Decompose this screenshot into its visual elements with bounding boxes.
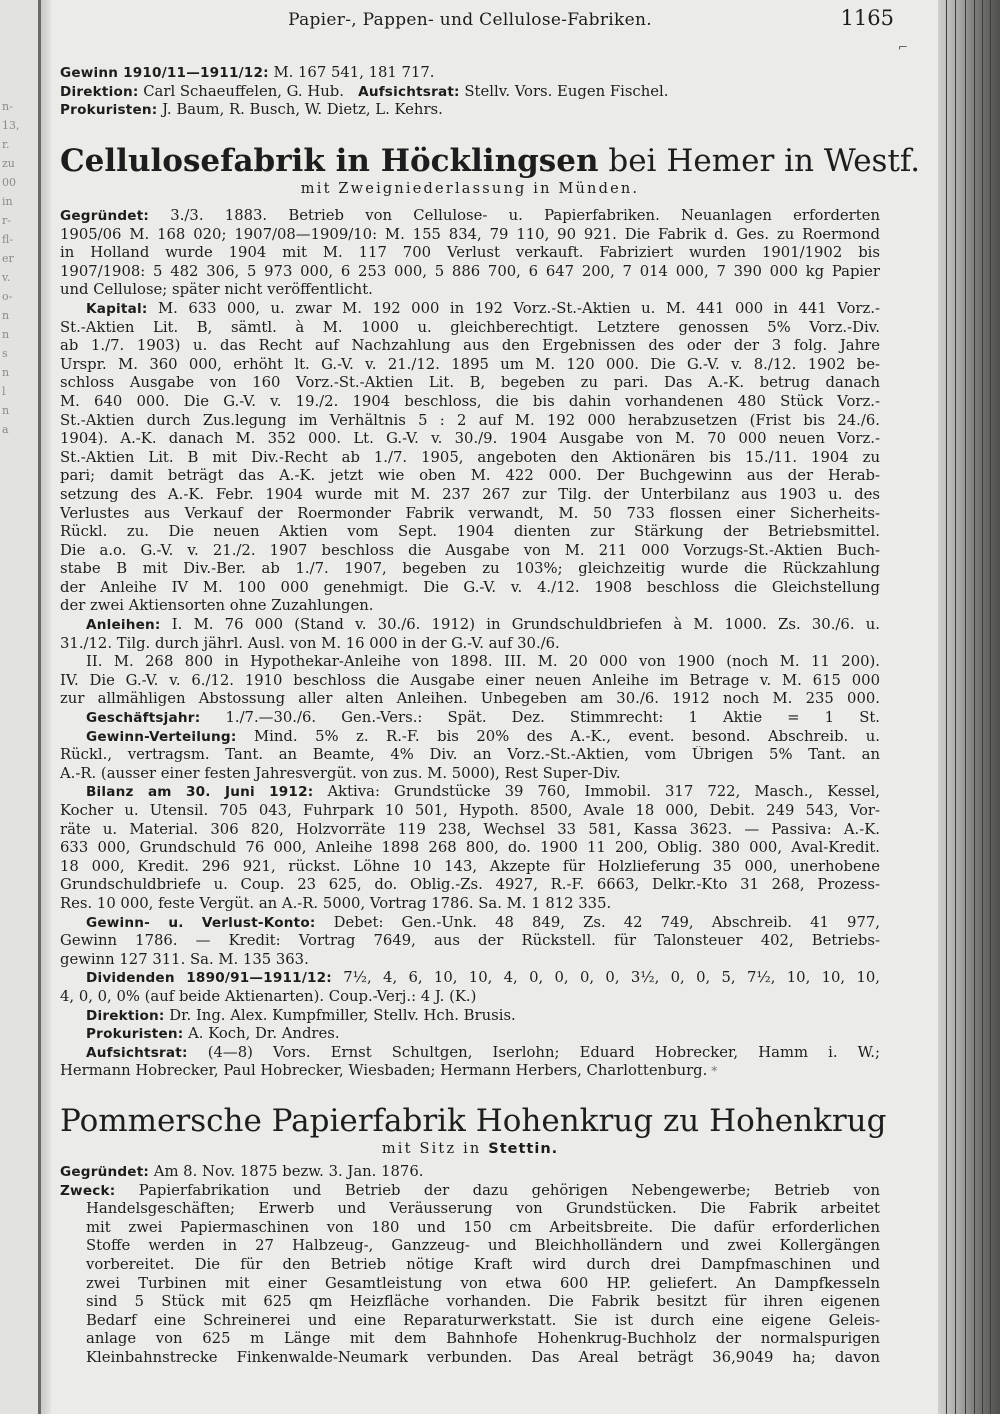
line-text: Papierfabrikation und Betrieb der dazu gehörigen Nebengewerbe; Betrieb von <box>115 1181 880 1199</box>
line-text: 633 000, Grundschuld 76 000, Anleihe 1898 268 800, do. 1900 11 200, Oblig. 380 000, Aval-Kredit. <box>60 839 880 857</box>
line-text: Rückl. zu. Die neuen Aktien vom Sept. 1904 dienten zur Stärkung der Betriebsmittel. <box>60 523 880 541</box>
line-text: Res. 10 000, feste Vergüt. an A.-R. 5000, Vortrag 1786. Sa. M. 1 812 335. <box>60 894 612 912</box>
text-line <box>60 597 880 616</box>
end-mark: * <box>707 1064 718 1079</box>
gewinn-line <box>60 64 880 83</box>
company-body <box>60 207 880 1081</box>
text-line <box>60 244 880 263</box>
line-text: Urspr. M. 360 000, erhöht lt. G.-V. v. 21./12. 1895 um M. 120 000. Die G.-V. v. 8./12. 1902 be- <box>60 355 880 373</box>
text-line <box>60 988 880 1007</box>
section-label: Aufsichtsrat: <box>86 1044 188 1061</box>
direktion-line <box>60 83 880 102</box>
line-text: ab 1./7. 1903) u. das Recht auf Nachzahlung aus den Ergebnissen des oder der 3 folg. Jahre <box>60 337 880 355</box>
line-text: A.-R. (ausser einer festen Jahresvergüt. von zus. M. 5000), Rest Super-Div. <box>60 764 621 782</box>
section-label: Gewinn- u. Verlust-Konto: <box>86 914 316 931</box>
line-text: 18 000, Kredit. 296 921, rückst. Löhne 10 143, Akzepte für Holzlieferung 35 000, unerhobene <box>60 857 880 875</box>
text-line <box>60 783 880 802</box>
line-text: Rückl., vertragsm. Tant. an Beamte, 4% Div. an Vorz.-St.-Aktien, vom Übrigen 5% Tant. an <box>60 746 880 764</box>
line-text: Kocher u. Utensil. 705 043, Fuhrpark 10 501, Hypoth. 8500, Avale 18 000, Debit. 249 543, Vor- <box>60 802 880 819</box>
text-line <box>60 1200 880 1219</box>
margin-fragment: 13, <box>2 119 20 132</box>
text-line <box>60 690 880 709</box>
text-line <box>60 505 880 524</box>
line-text: 7½, 4, 6, 10, 10, 4, 0, 0, 0, 0, 3½, 0, 0, 5, 7½, 10, 10, 10, <box>331 969 880 987</box>
text-line <box>60 486 880 505</box>
margin-fragment: a <box>2 423 9 436</box>
margin-fragment: n <box>2 309 10 322</box>
prokuristen-text: J. Baum, R. Busch, W. Dietz, L. Kehrs. <box>157 101 443 119</box>
text-line <box>60 207 880 226</box>
section-label: Kapital: <box>86 300 148 317</box>
text-line <box>60 226 880 245</box>
text-line <box>60 412 880 431</box>
text-line <box>60 300 880 319</box>
line-text: A. Koch, Dr. Andres. <box>183 1025 340 1043</box>
line-text: räte u. Material. 306 820, Holzvorräte 119 238, Wechsel 33 581, Kassa 3623. — Passiva: A.-K. <box>60 820 880 838</box>
text-line <box>60 523 880 542</box>
text-line <box>60 1349 880 1368</box>
running-head: Papier-, Pappen- und Cellulose-Fabriken. <box>288 10 652 30</box>
text-line <box>60 821 880 840</box>
line-text: vorbereitet. Die für den Betrieb nötige Kraft wird durch drei Dampfmaschinen und <box>86 1255 880 1273</box>
gewinn-label: Gewinn 1910/11—1911/12: <box>60 65 269 81</box>
line-text: (4—8) Vors. Ernst Schultgen, Iserlohn; Eduard Hobrecker, Hamm i. W.; <box>187 1043 880 1061</box>
line-text: stabe B mit Div.-Ber. ab 1./7. 1907, begeben zu 103%; gleichzeitig wurde die Rückzahlung <box>60 560 880 578</box>
section-label: Geschäftsjahr: <box>86 710 201 727</box>
text-line <box>60 635 880 654</box>
company-body <box>60 1163 880 1368</box>
company-title <box>60 142 921 180</box>
line-text: I. M. 76 000 (Stand v. 30./6. 1912) in Grundschuldbriefen à M. 1000. Zs. 30./6. u. <box>160 616 880 634</box>
section-label: Prokuristen: <box>86 1026 184 1043</box>
line-text: Mind. 5% z. R.-F. bis 20% des A.-K., event. besond. Abschreib. u. <box>236 727 880 745</box>
text-line <box>60 1182 880 1201</box>
direktion-text: Carl Schaeuffelen, G. Hub. <box>138 82 344 100</box>
line-text: 4, 0, 0, 0% (auf beide Aktienarten). Coup.-Verj.: 4 J. (K.) <box>60 987 477 1005</box>
line-text: und Cellulose; später nicht veröffentlicht. <box>60 281 373 299</box>
page-number: 1165 <box>840 6 894 30</box>
line-text: setzung des A.-K. Febr. 1904 wurde mit M. 237 267 zur Tilg. der Unterbilanz aus 1903 u. des <box>60 485 880 503</box>
line-text: Gewinn 1786. — Kredit: Vortrag 7649, aus der Rückstell. für Talonsteuer 402, Betriebs- <box>60 932 880 950</box>
text-line <box>60 914 880 933</box>
text-line <box>60 802 880 821</box>
line-text: pari; damit beträgt das A.-K. jetzt wie oben M. 422 000. Der Buchgewinn aus der Herab- <box>60 467 880 485</box>
page-stack-edge <box>938 0 1000 1414</box>
section-label: Bilanz am 30. Juni 1912: <box>86 784 314 801</box>
text-line <box>60 616 880 635</box>
text-line <box>60 672 880 691</box>
line-text: der zwei Aktiensorten ohne Zuzahlungen. <box>60 597 374 615</box>
section-label: Gegründet: <box>60 1164 150 1180</box>
line-text: anlage von 625 m Länge mit dem Bahnhofe Hohenkrug-Buchholz der normalspurigen <box>86 1330 880 1348</box>
margin-fragment: in <box>2 195 13 208</box>
text-line <box>60 1237 880 1256</box>
margin-fragment: n <box>2 328 10 341</box>
line-text: gewinn 127 311. Sa. M. 135 363. <box>60 950 309 968</box>
line-text: Kleinbahnstrecke Finkenwalde-Neumark verbunden. Das Areal beträgt 36,9049 ha; davon <box>86 1348 880 1366</box>
margin-fragment: 00 <box>2 176 16 189</box>
margin-fragment: l <box>2 385 6 398</box>
line-text: der Anleihe IV M. 100 000 genehmigt. Die G.-V. v. 4./12. 1908 beschloss die Gleichstellung <box>60 578 880 596</box>
line-text: 1905/06 M. 168 020; 1907/08—1909/10: M. 155 834, 79 110, 90 921. Die Fabrik d. Ges. zu Roermond <box>60 225 880 243</box>
line-text: St.-Aktien durch Zus.legung im Verhältnis 5 : 2 auf M. 192 000 herabzusetzen (Frist bis 24./6. <box>60 411 880 429</box>
line-text: II. M. 268 800 in Hypothekar-Anleihe von 1898. III. M. 20 000 von 1900 (noch M. 11 200). <box>86 653 880 671</box>
section-label: Gewinn-Verteilung: <box>86 728 237 745</box>
text-line <box>60 337 880 356</box>
line-text: Verlustes aus Verkauf der Roermonder Fabrik verwandt, M. 50 733 flossen einer Sicherheits- <box>60 504 880 522</box>
text-line <box>60 858 880 877</box>
text-line <box>60 653 880 672</box>
subtitle-prefix: mit Sitz in <box>381 1141 489 1157</box>
text-line <box>60 1293 880 1312</box>
text-line <box>60 728 880 747</box>
margin-fragment: r- <box>2 214 11 227</box>
text-line <box>60 430 880 449</box>
line-text: M. 633 000, u. zwar M. 192 000 in 192 Vorz.-St.-Aktien u. M. 441 000 in 441 Vorz.- <box>147 299 880 317</box>
company-subtitle <box>60 1140 880 1159</box>
company-title-rest: bei Hemer in Westf. <box>598 143 921 179</box>
text-line <box>60 951 880 970</box>
line-text: 1907/1908: 5 482 306, 5 973 000, 6 253 000, 5 886 700, 6 647 200, 7 014 000, 7 390 000 kg Papier <box>60 262 880 280</box>
aufsichtsrat-text: Stellv. Vors. Eugen Fischel. <box>459 82 669 100</box>
company-title <box>60 1102 887 1140</box>
text-line <box>60 542 880 561</box>
text-line <box>60 1312 880 1331</box>
text-line <box>60 1044 880 1063</box>
text-line <box>60 765 880 784</box>
line-text: Die a.o. G.-V. v. 21./2. 1907 beschloss die Ausgabe von M. 211 000 Vorzugs-St.-Aktien Buch- <box>60 541 880 559</box>
prokuristen-line <box>60 101 880 120</box>
line-text: St.-Aktien Lit. B, sämtl. à M. 1000 u. gleichberechtigt. Letztere genossen 5% Vorz.-Div. <box>60 318 880 336</box>
margin-fragment: n- <box>2 100 13 113</box>
line-text: 31./12. Tilg. durch jährl. Ausl. von M. 16 000 in der G.-V. auf 30./6. <box>60 634 560 652</box>
binding-gutter <box>41 0 51 1414</box>
text-line <box>60 356 880 375</box>
subtitle-city: Stettin. <box>488 1141 559 1157</box>
corner-mark-icon: ⌐ <box>897 40 908 54</box>
line-text: Am 8. Nov. 1875 bezw. 3. Jan. 1876. <box>149 1163 424 1180</box>
margin-fragment: n <box>2 404 10 417</box>
line-text: mit zwei Papiermaschinen von 180 und 150 cm Arbeitsbreite. Die dafür erforderlichen <box>86 1218 880 1236</box>
text-line <box>60 1256 880 1275</box>
prokuristen-label: Prokuristen: <box>60 102 158 119</box>
line-text: M. 640 000. Die G.-V. v. 19./2. 1904 beschloss, die bis dahin vorhandenen 480 Stück Vorz.- <box>60 392 880 410</box>
text-line <box>60 1007 880 1026</box>
text-line <box>60 969 880 988</box>
line-text: 1904). A.-K. danach M. 352 000. Lt. G.-V. v. 30./9. 1904 Ausgabe von M. 70 000 neuen Vorz.- <box>60 430 880 448</box>
company-entry-cellulosefabrik <box>60 142 921 1081</box>
line-text: schloss Ausgabe von 160 Vorz.-St.-Aktien Lit. B, begeben zu pari. Das A.-K. betrug danach <box>60 374 880 392</box>
text-line <box>60 932 880 951</box>
section-label: Gegründet: <box>60 208 150 224</box>
section-label: Dividenden 1890/91—1911/12: <box>86 970 332 987</box>
line-text: Hermann Hobrecker, Paul Hobrecker, Wiesbaden; Hermann Herbers, Charlottenburg. <box>60 1062 708 1080</box>
text-line <box>60 263 880 282</box>
text-line <box>60 1025 880 1044</box>
margin-fragment: fl- <box>2 233 14 246</box>
margin-fragment: er <box>2 252 14 265</box>
text-line <box>60 393 880 412</box>
line-text: Handelsgeschäften; Erwerb und Veräusserung von Grundstücken. Die Fabrik arbeitet <box>86 1200 880 1218</box>
section-label: Anleihen: <box>86 617 161 634</box>
line-text: Grundschuldbriefe u. Coup. 23 625, do. Oblig.-Zs. 4927, R.-F. 6663, Delkr.-Kto 31 268, Prozess- <box>60 876 880 894</box>
section-label: Zweck: <box>60 1182 116 1199</box>
text-line <box>60 1163 880 1182</box>
margin-fragment: v. <box>2 271 11 284</box>
previous-page-edge <box>0 0 41 1414</box>
text-line <box>60 467 880 486</box>
section-label: Direktion: <box>86 1007 165 1024</box>
line-text: Dr. Ing. Alex. Kumpfmiller, Stellv. Hch. Brusis. <box>164 1006 516 1024</box>
text-line <box>60 1330 880 1349</box>
text-line <box>60 876 880 895</box>
text-line <box>60 1219 880 1238</box>
aufsichtsrat-label: Aufsichtsrat: <box>358 83 460 100</box>
text-line <box>60 319 880 338</box>
previous-entry-tail <box>60 64 880 120</box>
line-text: Debet: Gen.-Unk. 48 849, Zs. 42 749, Abschreib. 41 977, <box>315 913 880 931</box>
text-line <box>60 1062 880 1081</box>
text-line <box>60 709 880 728</box>
text-line <box>60 746 880 765</box>
margin-fragment: zu <box>2 157 15 170</box>
text-line <box>60 579 880 598</box>
line-text: St.-Aktien Lit. B mit Div.-Recht ab 1./7. 1905, angeboten den Aktionären bis 15./11. 1904 zu <box>60 448 880 466</box>
direktion-label: Direktion: <box>60 83 139 100</box>
text-line <box>60 895 880 914</box>
text-line <box>60 374 880 393</box>
company-entry-pommersche <box>60 1102 887 1368</box>
line-text: sind 5 Stück mit 625 qm Heizfläche vorhanden. Die Fabrik besitzt für ihren eigenen <box>86 1293 880 1311</box>
gewinn-text: M. 167 541, 181 717. <box>268 64 435 81</box>
text-line <box>60 560 880 579</box>
margin-fragment: r. <box>2 138 10 151</box>
margin-fragment: n <box>2 366 10 379</box>
line-text: in Holland wurde 1904 mit M. 117 700 Verlust verkauft. Fabriziert wurden 1901/1902 bis <box>60 244 880 262</box>
company-subtitle: mit Zweigniederlassung in Münden. <box>300 181 640 197</box>
line-text: zwei Turbinen mit einer Gesamtleistung von etwa 600 HP. geliefert. An Dampfkesseln <box>86 1274 880 1292</box>
company-title-text: Pommersche Papierfabrik Hohenkrug zu Hohenkrug <box>60 1103 887 1139</box>
text-line <box>60 839 880 858</box>
line-text: Aktiva: Grundstücke 39 760, Immobil. 317 722, Masch., Kessel, <box>313 783 880 801</box>
line-text: Bedarf eine Schreinerei und eine Reparaturwerkstatt. Sie ist durch eine eigene Geleis- <box>86 1311 880 1329</box>
line-text: Stoffe werden in 27 Halbzeug-, Ganzzeug- und Bleichholländern und zwei Kollergängen <box>86 1237 880 1255</box>
margin-fragment: s <box>2 347 8 360</box>
margin-fragment: o- <box>2 290 13 303</box>
line-text: 1./7.—30./6. Gen.-Vers.: Spät. Dez. Stimmrecht: 1 Aktie = 1 St. <box>200 709 880 727</box>
text-line <box>60 449 880 468</box>
text-line <box>60 281 880 300</box>
text-line <box>60 1275 880 1294</box>
line-text: IV. Die G.-V. v. 6./12. 1910 beschloss die Ausgabe einer neuen Anleihe im Betrage v. M. 615 000 <box>60 671 880 689</box>
company-title-bold: Cellulosefabrik in Höcklingsen <box>60 143 599 179</box>
line-text: 3./3. 1883. Betrieb von Cellulose- u. Papierfabriken. Neuanlagen erforderten <box>149 207 880 224</box>
line-text: zur allmähligen Abstossung aller alten Anleihen. Unbegeben am 30./6. 1912 noch M. 235 000. <box>60 690 880 708</box>
